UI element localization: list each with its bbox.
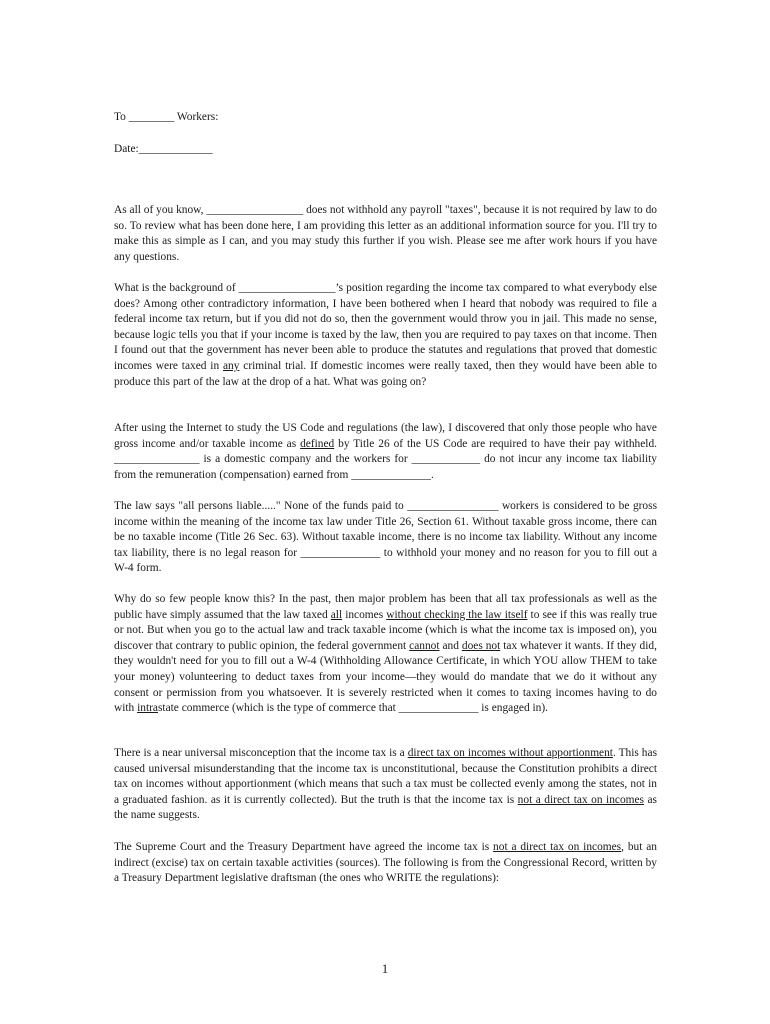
page-number: 1 <box>381 961 389 976</box>
paragraph-text: by Title 26 of the US Code are required to have their pay withheld. _______________ is a domestic company and the workers for ____________ do not incur any income tax liability from the remuneration (compensation) earned from ______________. <box>114 437 657 481</box>
paragraph <box>114 281 657 390</box>
underlined-text: not a direct tax on incomes <box>517 793 644 806</box>
paragraph <box>114 746 657 824</box>
underlined-text: direct tax on incomes without apportionment <box>407 747 613 759</box>
underlined-text: defined <box>300 437 335 450</box>
paragraph-text: incomes <box>342 608 387 621</box>
underlined-text: without checking the law itself <box>386 608 528 621</box>
paragraph-text: criminal trial. If domestic incomes were really taxed, then they would have been able to produce this part of the law at the drop of a hat. What was going on? <box>114 359 657 388</box>
paragraph-text: There is a near universal misconception that the income tax is a <box>114 747 408 759</box>
paragraph-text: As all of you know, _________________ does not withhold any payroll "taxes", because it is not required by law to do so. To review what has been done here, I am providing this letter as an additional information source for you. I'll try to make this as simple as I can, and you may study this further if you wish. Please see me after work hours if you have any questions. <box>114 204 657 263</box>
paragraph-text: state commerce (which is the type of commerce that ______________ is engaged in). <box>157 702 548 715</box>
paragraph-text: , but an indirect (excise) tax on certain taxable activities (sources). The following is from the Congressional Record, written by a Treasury Department legislative draftsman (the ones who WRITE the regulations): <box>114 841 657 885</box>
paragraph <box>114 840 657 887</box>
paragraph <box>114 421 657 483</box>
underlined-text: all <box>330 608 343 621</box>
paragraph <box>114 592 657 717</box>
paragraph-text: as the name suggests. <box>114 793 657 822</box>
underlined-text: intra <box>137 702 158 715</box>
underlined-text: any <box>222 359 240 372</box>
paragraph-text: Why do so few people know this? In the past, then major problem has been that all tax professionals as well as the public have simply assumed that the law taxed <box>114 593 657 621</box>
to-line: To ________ Workers: <box>114 111 219 123</box>
paragraph-text: The law says "all persons liable....." None of the funds paid to ________________ workers is considered to be gross income within the meaning of the income tax law under Title 26, Section 61. Without taxable gross income, there can be no taxable income (Title 26 Sec. 63). Without taxable income, there is no income tax liability. Without any income tax liability, there is no legal reason for ______________ to withhold your money and no reason for you to fill out a W-4 form. <box>114 500 657 575</box>
paragraph-text: to see if this was really true or not. But when you go to the actual law and track taxable income (which is what the income tax is imposed on), you discover that contrary to public opinion, the federal government <box>114 608 658 652</box>
date-line: Date:_____________ <box>114 143 213 155</box>
paragraph-text: What is the background of _________________’s position regarding the income tax compared to what everybody else does? Among other contradictory information, I have been bothered when I heard that nobody was required to file a federal income tax return, but if you did not do so, then the government would throw you in jail. This made no sense, because logic tells you that if your income is taxed by the law, then you are required to pay taxes on that income. Then I found out that the government has never been able to produce the statutes and regulations that proved that domestic incomes were taxed in <box>114 282 657 372</box>
underlined-text: cannot <box>409 639 440 652</box>
paragraph-text: . This has caused universal misunderstanding that the income tax is unconstitutional, because the Constitution prohibits a direct tax on incomes without apportionment (which means that such a tax must be collected evenly among the states, not in a graduated fashion. as it is currently collected). But the truth is that the income tax is <box>114 747 657 806</box>
underlined-text: does not <box>461 639 501 652</box>
paragraph-text: After using the Internet to study the US Code and regulations (the law), I discovered that only those people who have gross income and/or taxable income as <box>114 422 657 450</box>
paragraph <box>114 499 657 577</box>
paragraph <box>114 203 657 265</box>
paragraph-text: and <box>439 639 462 652</box>
paragraph-text: The Supreme Court and the Treasury Department have agreed the income tax is <box>114 841 494 853</box>
paragraph-text: tax whatever it wants. If they did, they wouldn't need for you to fill out a W-4 (Withholding Allowance Certificate, in which YOU allow THEM to take your money) volunteering to deduct taxes from your income—they would do mandate that we do it without any consent or permission from you whatsoever. It is severely restricted when it comes to taxing incomes having to do with <box>114 639 657 715</box>
underlined-text: not a direct tax on incomes <box>493 841 622 853</box>
